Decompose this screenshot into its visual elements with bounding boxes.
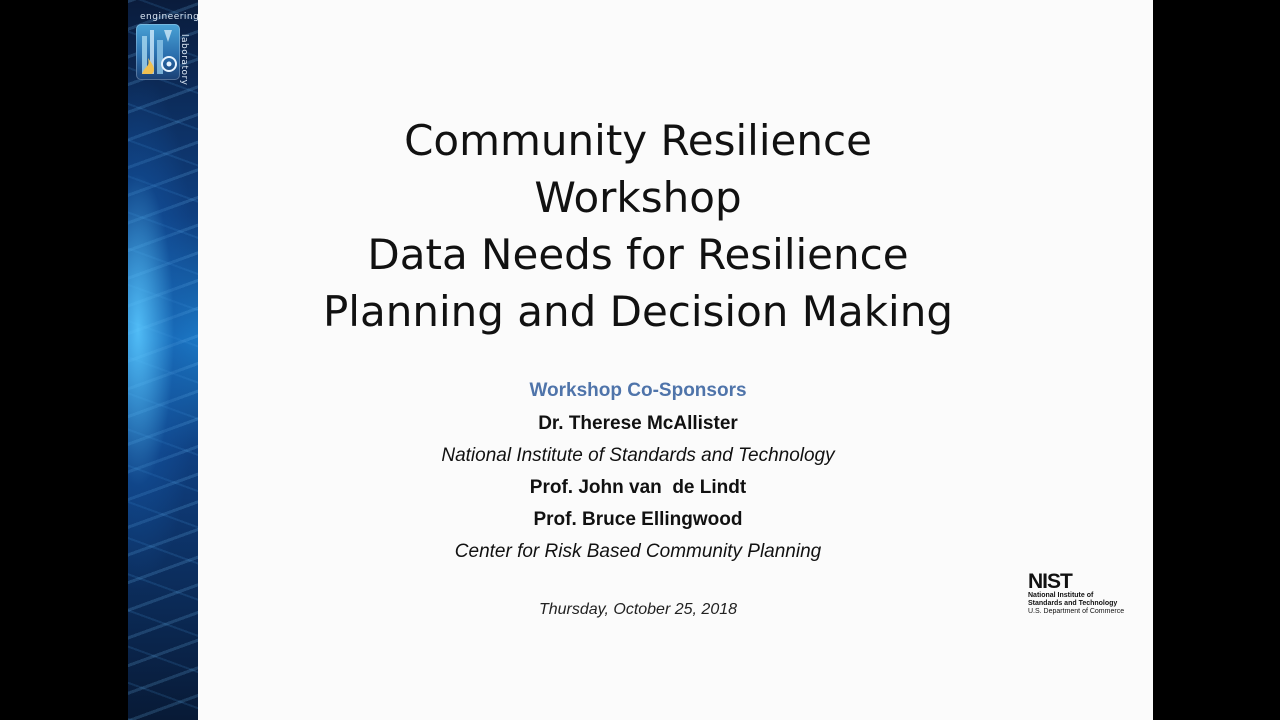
- sponsor-name: Prof. Bruce Ellingwood: [533, 509, 743, 530]
- logo-label-side: laboratory: [179, 34, 189, 86]
- sponsors-heading: Workshop Co-Sponsors: [529, 380, 747, 401]
- title-line: Data Needs for Resilience: [367, 230, 909, 279]
- nist-logo-line: Standards and Technology: [1028, 600, 1118, 607]
- title-line: Community Resilience: [404, 116, 872, 165]
- nist-logo-line: National Institute of: [1028, 592, 1094, 599]
- nist-wordmark: NIST: [1028, 570, 1072, 593]
- letterbox-right: [1153, 0, 1280, 720]
- presentation-date: Thursday, October 25, 2018: [538, 601, 738, 618]
- sponsors-block: [198, 376, 1078, 568]
- sponsor-organization: National Institute of Standards and Technology: [441, 445, 835, 466]
- decorative-blue-band: [128, 0, 198, 720]
- presentation-slide: [128, 0, 1153, 720]
- nist-logo: [1028, 572, 1143, 622]
- title-line: Planning and Decision Making: [322, 287, 954, 336]
- sponsor-name: Dr. Therese McAllister: [538, 413, 738, 434]
- logo-label-top: engineering: [140, 12, 200, 22]
- title-line: Workshop: [534, 173, 742, 222]
- engineering-laboratory-logo: [134, 10, 200, 86]
- slide-title: [198, 112, 1078, 340]
- logo-icon: [136, 24, 180, 80]
- sponsor-name: Prof. John van de Lindt: [529, 477, 747, 498]
- sponsor-organization: Center for Risk Based Community Planning: [454, 541, 822, 562]
- nist-logo-line: U.S. Department of Commerce: [1028, 608, 1125, 615]
